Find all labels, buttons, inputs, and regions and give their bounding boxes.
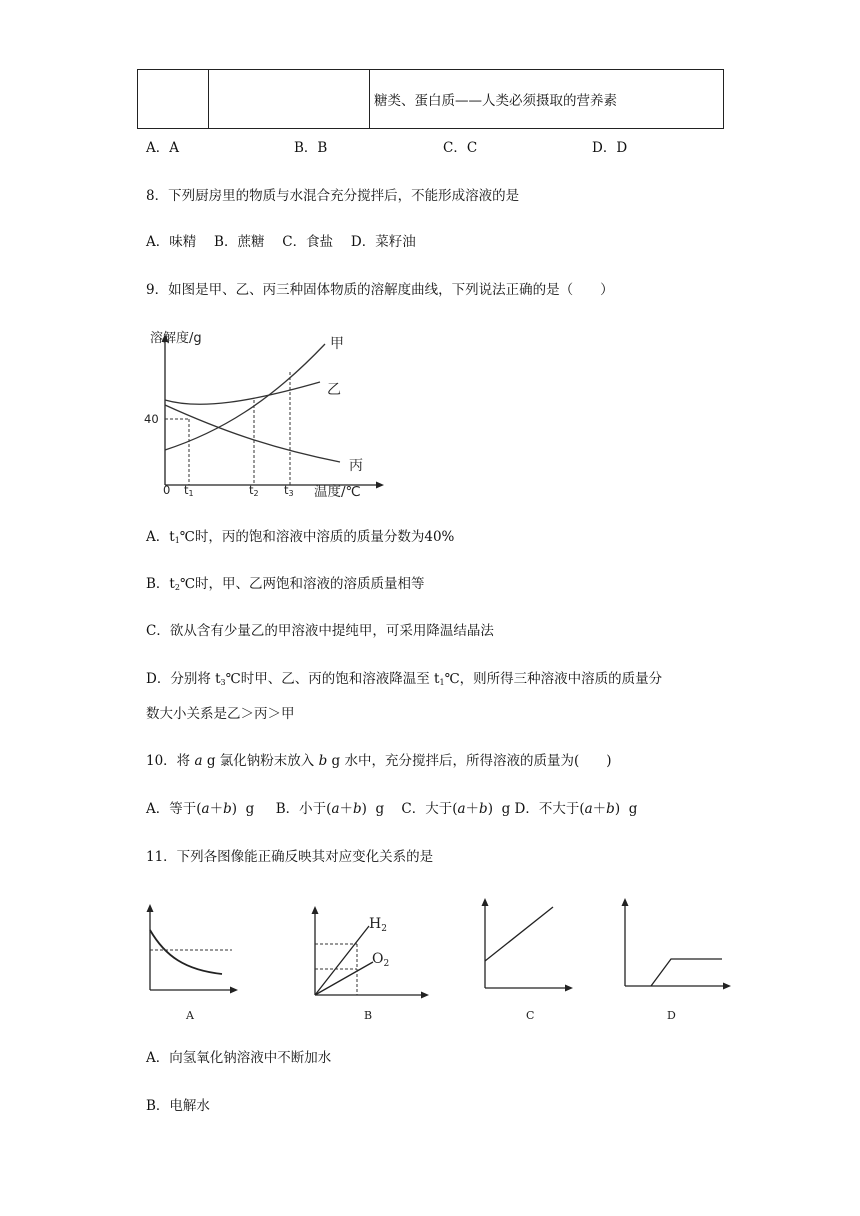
h2-label: $H_2$ <box>369 916 387 934</box>
table-cell-3: 糖类、蛋白质——人类必须摄取的营养素 <box>370 70 724 129</box>
q11-graph-a <box>140 898 245 1023</box>
graph-y-label: 溶解度/g <box>150 331 202 346</box>
q11-option-a: A．向氢氧化钠溶液中不断加水 <box>146 1050 332 1066</box>
q8-stem: 8．下列厨房里的物质与水混合充分搅拌后，不能形成溶液的是 <box>146 188 520 204</box>
q11-stem: 11．下列各图像能正确反映其对应变化关系的是 <box>146 849 434 865</box>
graph-x-tick-t3: t3 <box>284 483 294 498</box>
q11-label-d: D <box>667 1009 676 1022</box>
q9-option-d: D．分别将 $t_3℃$时甲、乙、丙的饱和溶液降温至 $t_1℃$，则所得三种溶液中溶质的质量分 <box>146 671 663 687</box>
q11-graph-d <box>615 888 735 1023</box>
curve-label-jia: 甲 <box>330 336 344 352</box>
q10-options: A．等于(a＋b) g B．小于(a＋b) g C．大于(a＋b) g D．不大于(a＋b) g <box>146 801 638 817</box>
curve-label-bing: 丙 <box>349 458 363 474</box>
q11-label-a: A <box>186 1009 194 1022</box>
q7-option-b: B．B <box>294 140 328 156</box>
question-7-table <box>137 69 724 129</box>
q11-label-b: B <box>364 1009 373 1022</box>
curve-label-yi: 乙 <box>327 382 341 398</box>
q11-option-b: B．电解水 <box>146 1098 210 1114</box>
q11-graph-b <box>305 898 445 1023</box>
q7-option-d: D．D <box>592 140 628 156</box>
graph-y-tick-40: 40 <box>144 412 159 426</box>
q9-option-c: C．欲从含有少量乙的甲溶液中提纯甲，可采用降温结晶法 <box>146 623 494 639</box>
table-cell-2 <box>209 70 370 129</box>
graph-origin: 0 <box>163 483 171 497</box>
q8-options: A．味精 B．蔗糖 C．食盐 D．菜籽油 <box>146 234 416 250</box>
q9-option-a: A．$t_1℃$时，丙的饱和溶液中溶质的质量分数为40% <box>146 529 455 545</box>
q9-option-b: B．$t_2℃$时，甲、乙两饱和溶液的溶质质量相等 <box>146 576 425 592</box>
q7-option-a: A．A <box>146 140 179 156</box>
q9-solubility-graph <box>140 322 390 502</box>
o2-label: $O_2$ <box>372 951 390 969</box>
q9-stem: 9．如图是甲、乙、丙三种固体物质的溶解度曲线，下列说法正确的是（ ） <box>146 282 614 298</box>
q7-option-c: C．C <box>443 140 478 156</box>
q11-graph-c <box>475 888 585 1023</box>
q9-option-d-line2: 数大小关系是乙＞丙＞甲 <box>146 706 295 722</box>
q10-stem: 10．将 a g 氯化钠粉末放入 b g 水中，充分搅拌后，所得溶液的质量为( ) <box>146 753 612 769</box>
q11-label-c: C <box>526 1009 535 1022</box>
graph-x-label: 温度/℃ <box>314 484 361 500</box>
graph-x-tick-t1: t1 <box>184 483 194 498</box>
graph-x-tick-t2: t2 <box>249 483 259 498</box>
table-cell-1 <box>138 70 209 129</box>
